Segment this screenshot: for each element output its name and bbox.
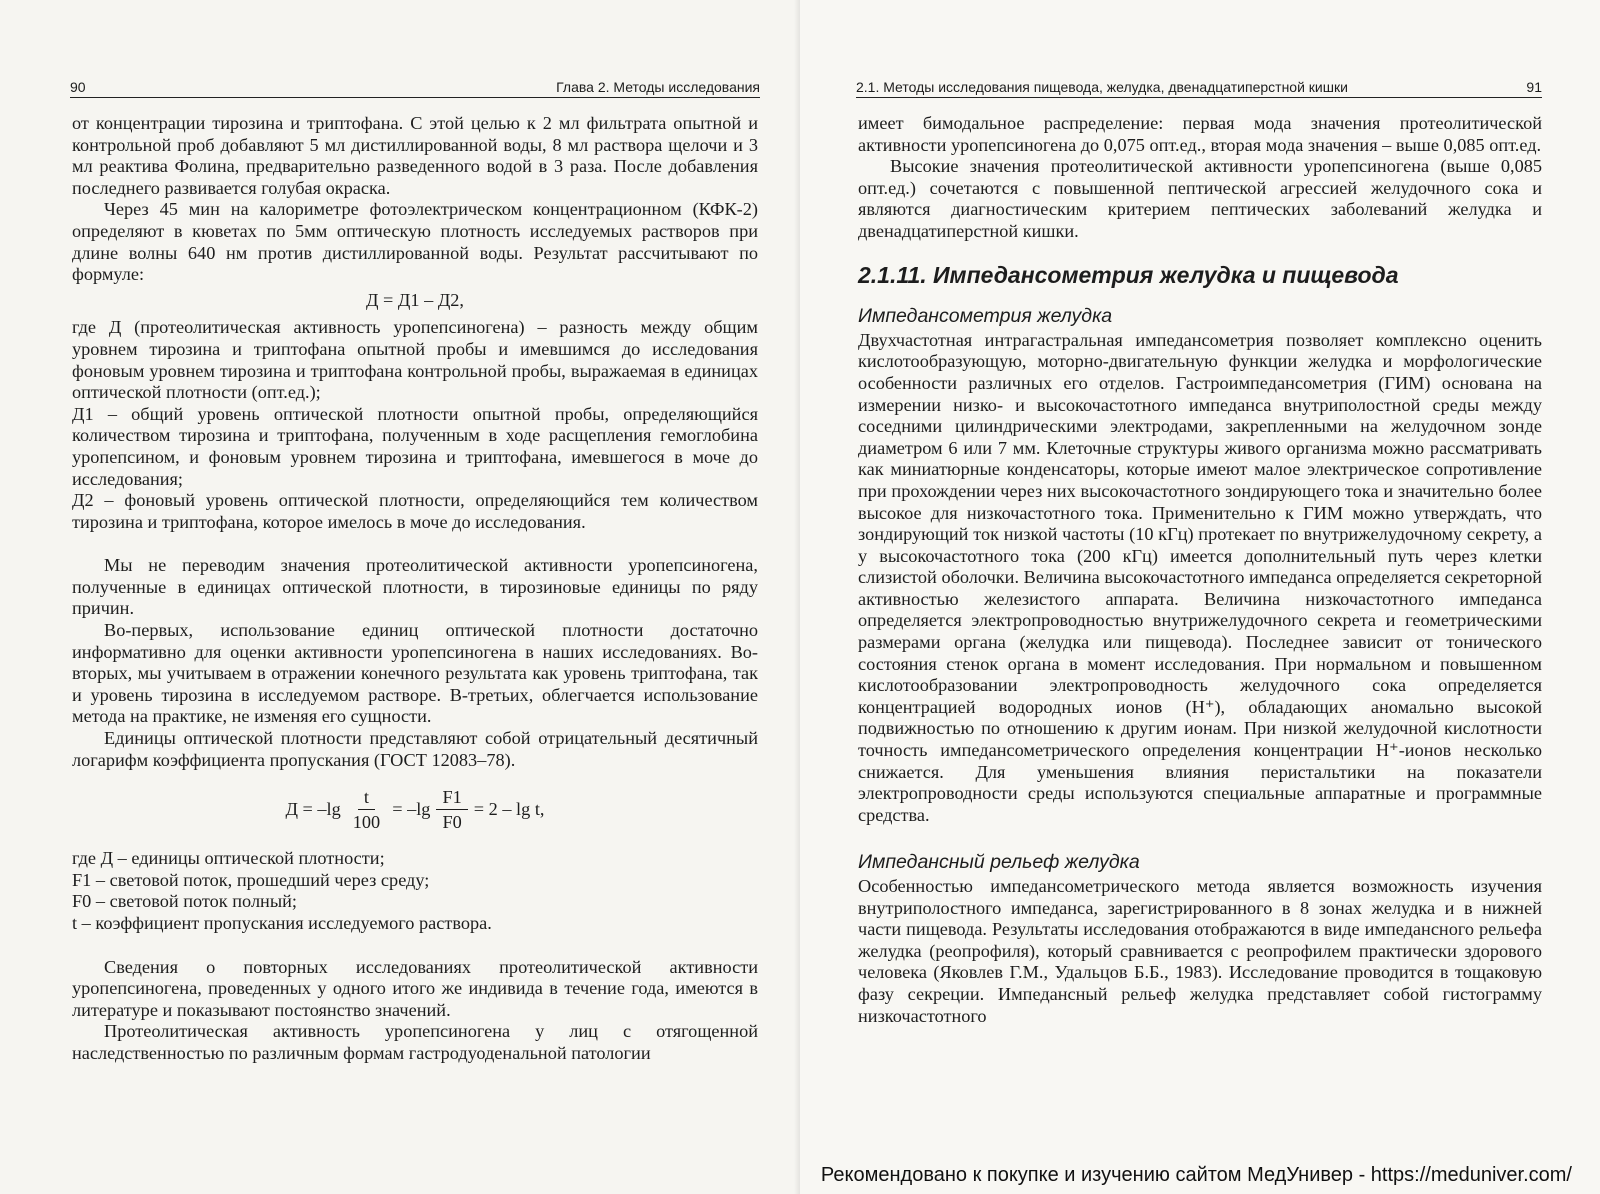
left-paragraph-2: Через 45 мин на калориметре фотоэлектрическом концентрационном (КФК-2) определяют в кюветах по 5мм оптическую плотность исследуемых растворов при длине волны 640 нм против дистиллированной воды. Результат рассчитывают по формуле: xyxy=(72,199,758,285)
right-running-head xyxy=(856,76,1542,98)
left-paragraph-11: F0 – световой поток полный; xyxy=(72,891,297,912)
formula-difference: Д = Д1 – Д2, xyxy=(366,289,464,310)
formula-optical-density xyxy=(72,785,758,834)
left-paragraph-7: Во-первых, использование единиц оптической плотности достаточно информативно для оценки активности уропепсиногена в наших исследованиях. Во-вторых, мы учитываем в отражении конечного результата как уровень триптофана, так и уровень тирозина в исследуемом растворе. В-третьих, облегчается использование метода на практике, не изменяя его сущности. xyxy=(72,620,758,727)
left-paragraph-12: t – коэффициент пропускания исследуемого раствора. xyxy=(72,913,492,933)
right-running-head-title: 2.1. Методы исследования пищевода, желудка, двенадцатиперстной кишки xyxy=(856,79,1348,95)
formula-rhs: = 2 – lg t, xyxy=(473,798,545,819)
subsection-title-2: Импедансный рельеф желудка xyxy=(858,851,1140,874)
left-paragraph-13: Сведения о повторных исследованиях протеолитической активности уропепсиногена, проведенных у одного итого же индивида в течение года, имеются в литературе и показывают постоянство значений. xyxy=(72,956,758,1020)
fraction-1-numerator: t xyxy=(358,785,375,810)
left-paragraph-6: Мы не переводим значения протеолитической активности уропепсиногена, полученные в единицах оптической плотности, в тирозиновые единицы по ряду причин. xyxy=(72,555,758,619)
footer-recommendation: Рекомендовано к покупке и изучению сайтом МедУнивер - https://meduniver.com/ xyxy=(820,1164,1572,1186)
formula-fraction-1 xyxy=(347,785,386,834)
formula-mid: = –lg xyxy=(392,798,431,819)
subsection-title-1: Импедансометрия желудка xyxy=(858,305,1113,328)
right-paragraph-4: Особенностью импедансометрического метода является возможность изучения внутриполостного импеданса, зарегистрированного в 8 зонах желудка и в нижней части пищевода. Результаты исследования отображаются в виде импедансного рельефа желудка (реопрофиля), который сравнивается с реопрофилем практически здорового человека (Яковлев Г.М., Удальцов Б.Б., 1983). Исследование проводится в тощаковую фазу секреции. Импедансный рельеф желудка представляет собой гистограмму низкочастотного xyxy=(858,876,1542,1026)
right-page-number: 91 xyxy=(1526,79,1542,95)
right-paragraph-1: имеет бимодальное распределение: первая мода значения протеолитической активности уропепсиногена до 0,075 опт.ед., вторая мода значения – выше 0,085 опт.ед. xyxy=(858,113,1542,155)
fraction-1-denominator: 100 xyxy=(352,812,381,833)
section-title: 2.1.11. Импедансометрия желудка и пищевода xyxy=(858,261,1399,288)
formula-lhs: Д = –lg xyxy=(285,798,341,819)
right-body-text xyxy=(858,113,1542,1027)
fraction-2-numerator: F1 xyxy=(436,785,467,810)
left-running-head-title: Глава 2. Методы исследования xyxy=(556,79,760,95)
left-running-head xyxy=(70,76,760,98)
fraction-2-denominator: F0 xyxy=(442,812,462,833)
left-paragraph-5: Д2 – фоновый уровень оптической плотности, определяющийся тем количеством тирозина и триптофана, которое имелось в моче до исследования. xyxy=(72,490,758,532)
left-paragraph-10: F1 – световой поток, прошедший через среду; xyxy=(72,869,430,890)
formula-fraction-2 xyxy=(436,785,467,834)
left-paragraph-8: Единицы оптической плотности представляют собой отрицательный десятичный логарифм коэффициента пропускания (ГОСТ 12083–78). xyxy=(72,728,758,770)
right-paragraph-2: Высокие значения протеолитической активности уропепсиногена (выше 0,085 опт.ед.) сочетаются с повышенной пептической агрессией желудочного сока и являются диагностическим критерием пептических заболеваний желудка и двенадцатиперстной кишки. xyxy=(858,156,1542,241)
right-page xyxy=(800,0,1600,1194)
left-paragraph-4: Д1 – общий уровень оптической плотности опытной пробы, определяющийся количеством тирозина и триптофана, полученным в ходе расщепления гемоглобина уропепсином, и фоновым уровнем тирозина и триптофана, имевшегося в моче до исследования; xyxy=(72,403,758,489)
left-paragraph-1: от концентрации тирозина и триптофана. С этой целью к 2 мл фильтрата опытной и контрольной проб добавляют 5 мл дистиллированной воды, 8 мл раствора щелочи и 3 мл реактива Фолина, предварительно разведенного водой в 3 раза. После добавления последнего развивается голубая окраска. xyxy=(72,113,758,198)
right-paragraph-3: Двухчастотная интрагастральная импедансометрия позволяет комплексно оценить кислотообразующую, моторно-двигательную функции желудка и морфологические особенности различных его отделов. Гастроимпедансометрия (ГИМ) основана на измерении низко- и высокочастотного импеданса внутриполостной среды между соседними цилиндрическими электродами, закрепленными на желудочном зонде диаметром 6 или 7 мм. Клеточные структуры живого организма можно рассматривать как миниатюрные конденсаторы, которые имеют малое электрическое сопротивление при прохождении через них высокочастотного зондирующего тока и значительно более высокое для низкочастотного тока. Применительно к ГИМ можно утверждать, что зондирующий ток низкой частоты (10 кГц) протекает по внутрижелудочному секрету, а у высокочастотного тока (200 кГц) имеется дополнительный путь через клетки слизистой оболочки. Величина высокочастотного импеданса определяется секреторной активностью железистого аппарата. Величина низкочастотного импеданса определяется электропроводностью внутрижелудочного секрета и геометрическими размерами органа (желудка или пищевода). Последнее зависит от тонического состояния стенок органа в момент исследования. При нормальном и повышенном кислотообразовании электропроводность желудочного сока определяется концентрацией водородных ионов (Н⁺), обладающих аномально высокой подвижностью по отношению к другим ионам. При низкой желудочной кислотности точность импедансометрического определения концентрации Н⁺-ионов несколько снижается. Для уменьшения влияния перистальтики на показатели электропроводности среды используются специальные аппаратные и программные средства. xyxy=(858,329,1542,825)
left-paragraph-9: где Д – единицы оптической плотности; xyxy=(72,848,385,869)
left-paragraph-3: где Д (протеолитическая активность уропепсиногена) – разность между общим уровнем тирозина и триптофана опытной пробы и имевшимся до исследования фоновым уровнем тирозина и триптофана контрольной пробы, выражаемая в единицах оптической плотности (опт.ед.); xyxy=(72,317,758,403)
left-page-number: 90 xyxy=(70,79,86,95)
left-paragraph-14: Протеолитическая активность уропепсиногена у лиц с отягощенной наследственностью по различным формам гастродуоденальной патологии xyxy=(72,1021,758,1063)
left-body-text xyxy=(72,113,758,1065)
